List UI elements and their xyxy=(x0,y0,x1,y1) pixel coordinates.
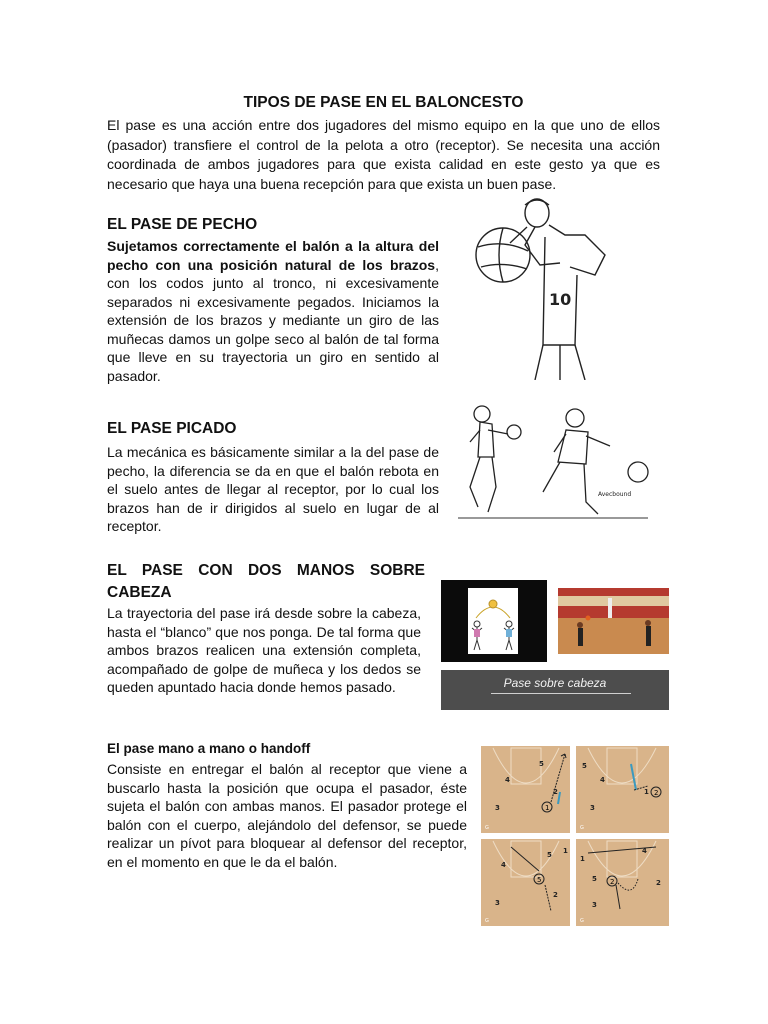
heading-pase-cabeza: EL PASE CON DOS MANOS SOBRE CABEZA xyxy=(107,562,425,601)
svg-text:1: 1 xyxy=(644,788,649,796)
svg-text:1: 1 xyxy=(580,855,585,863)
two-players-icon xyxy=(468,588,518,654)
svg-text:5: 5 xyxy=(582,762,587,770)
svg-text:G: G xyxy=(485,825,489,831)
page-title: TIPOS DE PASE EN EL BALONCESTO xyxy=(243,94,524,111)
svg-text:5: 5 xyxy=(592,875,597,883)
svg-text:5: 5 xyxy=(547,851,552,859)
svg-text:3: 3 xyxy=(590,804,595,812)
svg-text:4: 4 xyxy=(642,847,647,855)
basketball-icon xyxy=(476,228,530,282)
svg-text:2: 2 xyxy=(654,789,659,797)
court-diagram-grid xyxy=(481,746,669,926)
intro-paragraph: El pase es una acción entre dos jugadores del mismo equipo en la que uno de ellos (pasador) transfiere el control de la pelota a otro (receptor). Se necesita una acción coordinada de ambos jugadores para que exista calidad en este gesto ya que es necesario que haya una buena recepción para que exista un buen pase. xyxy=(107,117,660,192)
svg-text:5: 5 xyxy=(537,876,542,884)
handoff-court-diagrams xyxy=(481,746,669,926)
heading-pase-picado: EL PASE PICADO xyxy=(107,420,237,437)
caption-pase-sobre-cabeza xyxy=(441,670,669,710)
svg-text:1: 1 xyxy=(545,804,550,812)
svg-text:1: 1 xyxy=(563,847,568,855)
pase-pecho-bold-text: Sujetamos correctamente el balón a la altura del pecho con una posición natural de los brazos xyxy=(107,238,439,273)
caption-text: Pase sobre cabeza xyxy=(503,676,607,690)
bounce-pass-illustration xyxy=(458,402,658,522)
jersey-number: 10 xyxy=(549,290,572,309)
svg-text:4: 4 xyxy=(501,861,506,869)
svg-text:4: 4 xyxy=(600,776,605,784)
svg-text:G: G xyxy=(580,918,584,924)
svg-text:3: 3 xyxy=(592,901,597,909)
svg-text:2: 2 xyxy=(553,891,558,899)
paragraph-pase-cabeza: La trayectoria del pase irá desde sobre la cabeza, hasta el “blanco” que nos ponga. De tal forma que ambos brazos realicen una extensión completa, acompañado de golpe de muñeca y los dedos se queden apuntado hacia donde hemos pasado. xyxy=(107,605,421,695)
svg-text:2: 2 xyxy=(553,788,558,796)
svg-text:5: 5 xyxy=(539,760,544,768)
chest-pass-illustration xyxy=(465,195,625,380)
gym-photo xyxy=(558,588,669,654)
heading-handoff: El pase mano a mano o handoff xyxy=(107,741,311,756)
paragraph-pase-pecho xyxy=(107,237,439,385)
svg-text:3: 3 xyxy=(495,899,500,907)
bounce-image-label: Avecbound xyxy=(598,491,632,498)
pase-pecho-text: , con los codos junto al tronco, ni excesivamente separados ni excesivamente pegados. Iniciamos la extensión de los brazos y mediante un giro de las muñecas damos un golpe seco al balón de tal forma que lleve en su trayectoria un giro en sentido al pasador. xyxy=(107,256,439,384)
svg-text:G: G xyxy=(580,825,584,831)
svg-text:2: 2 xyxy=(610,878,615,886)
caption-divider xyxy=(491,693,631,694)
svg-text:3: 3 xyxy=(495,804,500,812)
svg-text:2: 2 xyxy=(656,879,661,887)
paragraph-pase-picado: La mecánica es básicamente similar a la del pase de pecho, la diferencia se da en que el balón rebota en el suelo antes de llegar al receptor, por lo cual los brazos han de ir dirigidos al suelo en lugar de al receptor. xyxy=(107,444,439,534)
svg-text:G: G xyxy=(485,918,489,924)
paragraph-handoff: Consiste en entregar el balón al receptor que viene a buscarlo hasta la posición que ocupa el pasador, éste sujeta el balón con ambas manos. El pasador protege el balón con el cuerpo, alejándolo del defensor, se puede realizar un pívot para bloquear al defensor del receptor, en el momento en que le da el balón. xyxy=(107,761,467,870)
overhead-pass-diagram xyxy=(441,580,547,662)
heading-pase-pecho: EL PASE DE PECHO xyxy=(107,216,258,233)
svg-text:4: 4 xyxy=(505,776,510,784)
